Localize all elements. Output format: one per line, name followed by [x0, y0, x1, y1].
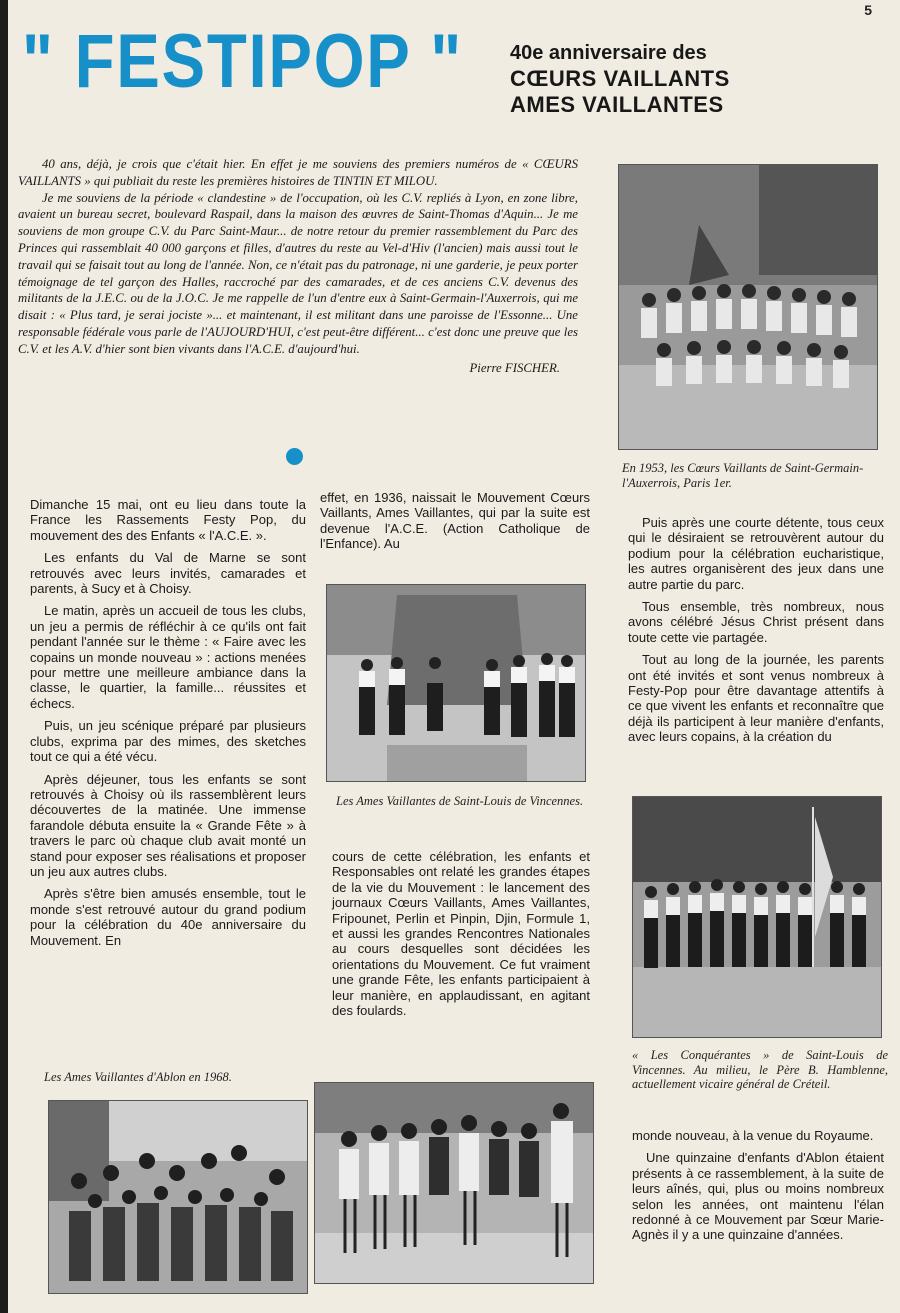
- article-column-1: [30, 497, 306, 955]
- col3-top-paragraph: Tout au long de la journée, les parents ont été invités et sont venus nombreux à Festy-Pop pour être davantage attentifs à ce que vivent les enfants et reconnaître que déjà ils participent à leur manière d'enfants, avec leurs copains, à la création du: [628, 652, 884, 745]
- photo-ames-vaillantes-vincennes: [326, 584, 586, 782]
- col1-paragraph: Le matin, après un accueil de tous les clubs, un jeu a permis de réfléchir à ce qu'ils ont fait pendant l'année sur le thème : « Faire avec les copains un monde nouveau » : actions menées pour mettre une meilleure ambiance dans la classe, le quartier, la famille... réussites et échecs.: [30, 603, 306, 711]
- caption-photo-1953: En 1953, les Cœurs Vaillants de Saint-Germain-l'Auxerrois, Paris 1er.: [622, 461, 864, 490]
- page-number: 5: [864, 2, 872, 18]
- col1-paragraph: Après s'être bien amusés ensemble, tout le monde s'est retrouvé autour du grand podium pour la célébration du 40e anniversaire du Mouvement. En: [30, 886, 306, 948]
- photo-ablon-left: [48, 1100, 308, 1294]
- col3-top-paragraph: Tous ensemble, très nombreux, nous avons célébré Jésus Christ présent dans toute cette vie partagée.: [628, 599, 884, 645]
- article-column-2-bottom: [332, 849, 590, 1025]
- caption-photo-vincennes: Les Ames Vaillantes de Saint-Louis de Vincennes.: [336, 794, 584, 808]
- col3-bottom-paragraph: Une quinzaine d'enfants d'Ablon étaient présents à ce rassemblement, à la suite de leurs aînés, qui, plus ou moins nombreux selon les années, ont maintenu l'élan redonné à ce Mouvement par Sœur Marie-Agnès il y a une quinzaine d'années.: [632, 1150, 884, 1243]
- col1-paragraph: Les enfants du Val de Marne se sont retrouvés avec leurs invités, camarades et parents, à Sucy et à Choisy.: [30, 550, 306, 597]
- col2-top-paragraph: effet, en 1936, naissait le Mouvement Cœurs Vaillants, Ames Vaillantes, qui par la suite est devenue l'A.C.E. (Action Catholique de l'Enfance). Au: [320, 490, 590, 552]
- intro-paragraph: 40 ans, déjà, je crois que c'était hier. En effet je me souviens des premiers numéros de « CŒURS VAILLANTS » qui publiait du reste les premières histoires de TINTIN ET MILOU.: [18, 157, 578, 188]
- photo-conquerantes: [632, 796, 882, 1038]
- intro-signature: Pierre FISCHER.: [469, 360, 560, 375]
- col1-paragraph: Puis, un jeu scénique préparé par plusieurs clubs, exprima par des mimes, des sketches tout ce qui a été vécu.: [30, 718, 306, 765]
- col1-paragraph: Après déjeuner, tous les enfants se sont retrouvés à Choisy où ils rassemblèrent leurs découvertes de la matinée. Une immense farandole débuta ensuite la « Grande Fête » à travers le parc où chaque club avait monté un stand pour exposer ses réalisations et proposer un jeu aux autres clubs.: [30, 771, 306, 879]
- intro-text: [18, 156, 578, 376]
- caption-photo-conquerantes: « Les Conquérantes » de Saint-Louis de Vincennes. Au milieu, le Père B. Hamblenne, actuellement vicaire général de Créteil.: [632, 1048, 888, 1091]
- page-title: " FESTIPOP ": [22, 19, 463, 104]
- subtitle-line-1: 40e anniversaire des: [510, 42, 707, 64]
- photo-ablon-right: [314, 1082, 594, 1284]
- blue-dot-ornament: [286, 448, 303, 465]
- col3-bottom-paragraph: monde nouveau, à la venue du Royaume.: [632, 1128, 874, 1143]
- subtitle: [510, 40, 780, 118]
- col2-bottom-paragraph: cours de cette célébration, les enfants et Responsables ont relaté les grandes étapes de la vie du Mouvement : le lancement des journaux Cœurs Vaillants, Ames Vaillantes, Fripounet, Perlin et Pinpin, Djin, Formule 1, et aussi les grandes Rencontres Nationales au cours desquelles sont décidées les orientations du Mouvement. Ce fut vraiment une grande Fête, les enfants participaient à leur manière, en applaudissant, en agitant des foulards.: [332, 849, 590, 1019]
- article-column-2-top: [320, 490, 590, 559]
- article-column-3-top: [628, 515, 884, 752]
- magazine-page: [8, 0, 900, 1313]
- article-column-3-bottom: [632, 1128, 884, 1250]
- col1-paragraph: Dimanche 15 mai, ont eu lieu dans toute la France les Rassements Festy Pop, du mouvement des des Enfants « l'A.C.E. ».: [30, 497, 306, 543]
- photo-coeurs-vaillants-1953: [618, 164, 878, 450]
- subtitle-line-3: AMES VAILLANTES: [510, 92, 724, 117]
- subtitle-line-2: CŒURS VAILLANTS: [510, 66, 730, 91]
- col3-top-paragraph: Puis après une courte détente, tous ceux qui le désiraient se retrouvèrent autour du podium pour la célébration eucharistique, les autres organisèrent des jeux dans une autre partie du parc.: [628, 515, 884, 592]
- caption-photo-ablon: Les Ames Vaillantes d'Ablon en 1968.: [44, 1070, 232, 1084]
- intro-paragraph: Je me souviens de la période « clandestine » de l'occupation, où les C.V. repliés à Lyon, en zone libre, avaient un bureau secret, boulevard Raspail, dans la maison des œuvres de Saint-Thomas d'Aquin... Je me souviens de mon groupe C.V. du Parc Saint-Maur... de notre retour du premier rassemblement du Parc des Princes qui rassemblait 40 000 garçons et filles, d'autres du reste au Vel-d'Hiv (l'ancien) mais aussi tout le travail qui se faisait tout au long de l'année. Non, ce n'était pas du patronage, ni une garderie, je peux porter témoignage de tel garçon des Halles, raccroché par des camarades, et de ces anciens C.V. devenus des militants de la J.E.C. ou de la J.O.C. Je me rappelle de l'un d'entre eux à Saint-Germain-l'Auxerrois, qui me disait : « Plus tard, je serai jociste »... et maintenant, il est militant dans une paroisse de l'Essonne... Une responsable fédérale vous parle de l'AUJOURD'HUI, c'est peut-être différent... c'est donc une preuve que les C.V. et les A.V. d'hier sont bien vivants dans l'A.C.E. d'aujourd'hui.: [18, 190, 578, 356]
